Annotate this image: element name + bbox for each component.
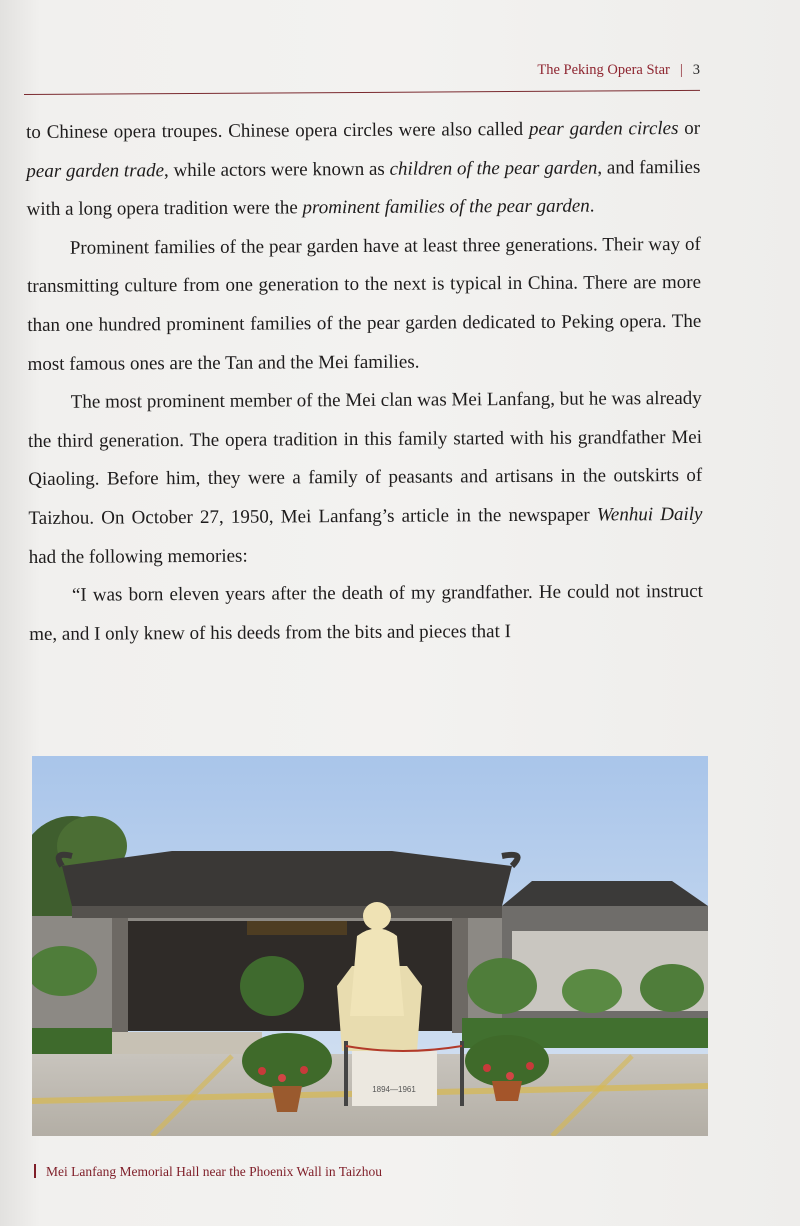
p1-italic-4: prominent families of the pear garden [302, 195, 590, 219]
paragraph-3 [28, 380, 703, 577]
p3-text-1: The most prominent member of the Mei clan was Mei Lanfang, but he was already the third generation. The opera tradition in this family started with his grandfather Mei Qiaoling. Before him, they were a family of peasants and artisans in the outskirts of Taizhou. On October 27, 1950, Mei Lanfang’s article in the newspaper [27, 388, 703, 529]
paragraph-4: “I was born eleven years after the death of my grandfather. He could not instruct me, and I only knew of his deeds from the bits and pieces that I [29, 580, 703, 645]
pine-left [240, 956, 304, 1016]
column-right [452, 918, 468, 1033]
p1-text-3: , while actors were known as [163, 158, 390, 181]
statue-head [363, 902, 391, 930]
steps [112, 1032, 262, 1054]
p1-text-2: or [678, 117, 701, 140]
column-left [112, 918, 128, 1033]
caption-bar [34, 1164, 36, 1178]
p1-text-1: to Chinese opera troupes. Chinese opera circles were also called [26, 118, 530, 143]
hall-plaque [247, 921, 347, 935]
hall-roof [62, 851, 512, 906]
rope-post-left [344, 1041, 348, 1106]
flower-right-1 [483, 1064, 491, 1072]
running-head-title: The Peking Opera Star [537, 62, 670, 78]
side-roof [502, 881, 708, 906]
page-number: 3 [692, 62, 700, 78]
hedge-left [32, 1028, 112, 1058]
paragraph-1 [26, 110, 701, 230]
running-head-separator: | [679, 62, 683, 78]
shrub-right-1 [467, 958, 537, 1014]
flower-left-2 [278, 1074, 286, 1082]
statue-figure [350, 929, 404, 1017]
p3-italic-newspaper: Wenhui Daily [596, 503, 703, 526]
p1-italic-3: children of the pear garden [389, 157, 598, 180]
memorial-hall-photo [32, 756, 708, 1136]
running-head [537, 62, 700, 79]
p1-italic-2: pear garden trade [26, 159, 165, 182]
paragraph-2: Prominent families of the pear garden have at least three generations. Their way of transmitting culture from one generation to the next is typical in China. There are more than one hundred prominent families of the pear garden dedicated to Peking opera. The most famous ones are the Tan and the Mei families. [26, 233, 702, 375]
p1-italic-1: pear garden circles [528, 118, 679, 140]
flowers-right [465, 1035, 549, 1087]
pedestal-dates: 1894—1961 [372, 1085, 416, 1094]
caption-text: Mei Lanfang Memorial Hall near the Phoenix Wall in Taizhou [46, 1164, 383, 1179]
p1-text-4: , and families with a long opera tradition were the [26, 156, 701, 221]
p1-text-5: . [589, 195, 595, 217]
flower-right-3 [526, 1062, 534, 1070]
flower-left-3 [300, 1066, 308, 1074]
roof-beam [72, 906, 502, 918]
body-text [26, 110, 703, 654]
header-rule [24, 90, 700, 95]
rope-post-right [460, 1041, 464, 1106]
p3-text-2: had the following memories: [28, 545, 248, 568]
statue-pedestal [352, 1051, 437, 1106]
flower-left-1 [258, 1067, 266, 1075]
pot-left [272, 1086, 302, 1112]
photo-illustration [32, 756, 708, 1136]
flower-right-2 [506, 1072, 514, 1080]
shrub-right-2 [562, 969, 622, 1013]
figure-caption [34, 1164, 382, 1180]
pot-right [492, 1081, 522, 1101]
flowers-left [242, 1033, 332, 1089]
shrub-right-3 [640, 964, 704, 1012]
